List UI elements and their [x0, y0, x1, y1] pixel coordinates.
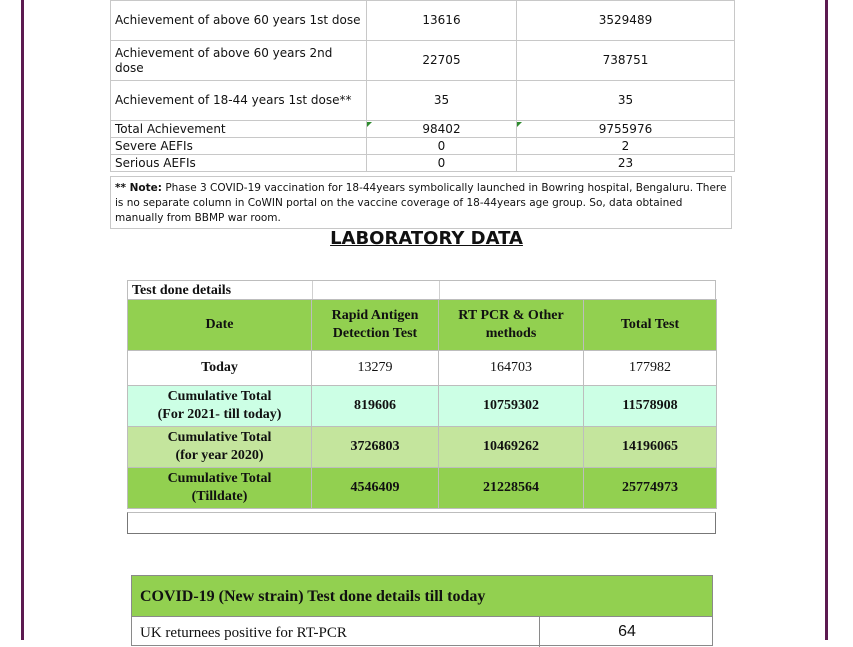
table-row	[128, 468, 717, 509]
cumulative-value: 3529489	[517, 1, 735, 41]
today-value: 22705	[367, 41, 517, 81]
row-label: Severe AEFIs	[111, 138, 367, 155]
row-label: UK returnees positive for RT-PCR	[140, 625, 347, 641]
rtpcr-value: 10759302	[439, 386, 584, 427]
table-row	[128, 351, 717, 386]
page-border-right	[825, 0, 828, 640]
total-value: 11578908	[584, 386, 717, 427]
table-row	[111, 138, 735, 155]
laboratory-heading: LABORATORY DATA	[330, 228, 523, 249]
cell-marker-icon	[367, 122, 372, 127]
row-label: Total Achievement	[111, 121, 367, 138]
table-row	[111, 121, 735, 138]
table-header-row	[128, 300, 717, 351]
column-header: Rapid Antigen Detection Test	[312, 300, 439, 351]
table-row	[111, 1, 735, 41]
row-value: 64	[618, 623, 636, 640]
rapid-value: 4546409	[312, 468, 439, 509]
row-label-line1: Cumulative Total	[167, 430, 272, 445]
total-value: 25774973	[584, 468, 717, 509]
lab-table-caption	[127, 280, 716, 300]
table-row	[111, 155, 735, 172]
cumulative-value: 23	[517, 155, 735, 172]
row-label	[128, 427, 312, 468]
table-row	[128, 427, 717, 468]
cumulative-value: 738751	[517, 41, 735, 81]
new-strain-title	[131, 575, 713, 617]
rapid-value: 819606	[312, 386, 439, 427]
row-label: Achievement of 18-44 years 1st dose**	[111, 81, 367, 121]
rapid-value: 13279	[312, 351, 439, 386]
row-label-line1: Cumulative Total	[167, 471, 272, 486]
caption-divider	[312, 281, 313, 301]
rtpcr-value: 164703	[439, 351, 584, 386]
today-value: 0	[367, 138, 517, 155]
table-row	[111, 81, 735, 121]
vaccination-note	[110, 176, 732, 229]
row-label-line2: (for year 2020)	[175, 448, 264, 463]
row-label: Achievement of above 60 years 2nd dose	[111, 41, 367, 81]
new-strain-title-text: COVID-19 (New strain) Test done details till today	[140, 588, 486, 605]
column-header: Total Test	[584, 300, 717, 351]
table-row	[131, 616, 713, 646]
today-value: 0	[367, 155, 517, 172]
rtpcr-value: 21228564	[439, 468, 584, 509]
column-header: RT PCR & Other methods	[439, 300, 584, 351]
cumulative-value: 35	[517, 81, 735, 121]
total-value: 14196065	[584, 427, 717, 468]
row-label: Serious AEFIs	[111, 155, 367, 172]
row-label	[128, 386, 312, 427]
row-label-line2: (Tilldate)	[191, 489, 248, 504]
row-label: Achievement of above 60 years 1st dose	[111, 1, 367, 41]
laboratory-table	[127, 299, 717, 509]
note-prefix: ** Note:	[115, 182, 162, 194]
vaccination-table	[110, 0, 735, 172]
rtpcr-value: 10469262	[439, 427, 584, 468]
note-text: Phase 3 COVID-19 vaccination for 18-44years symbolically launched in Bowring hospital, Bengaluru. There is no separate column in CoWIN portal on the vaccine coverage of 18-44years age group. So, data obtained manually from BBMP war room.	[115, 182, 727, 224]
table-row	[128, 386, 717, 427]
page-border-left	[21, 0, 24, 640]
cumulative-value: 9755976	[517, 121, 735, 138]
row-label-line2: (For 2021- till today)	[157, 407, 282, 422]
cell-marker-icon	[517, 122, 522, 127]
lab-table-empty-row	[127, 512, 716, 534]
row-label: Today	[128, 351, 312, 386]
column-header: Date	[128, 300, 312, 351]
row-label-line1: Cumulative Total	[167, 389, 272, 404]
caption-divider	[439, 281, 440, 301]
cumulative-value: 2	[517, 138, 735, 155]
row-label	[128, 468, 312, 509]
table-row	[111, 41, 735, 81]
today-value: 98402	[367, 121, 517, 138]
rapid-value: 3726803	[312, 427, 439, 468]
today-value: 13616	[367, 1, 517, 41]
today-value: 35	[367, 81, 517, 121]
total-value: 177982	[584, 351, 717, 386]
caption-text: Test done details	[132, 283, 232, 298]
